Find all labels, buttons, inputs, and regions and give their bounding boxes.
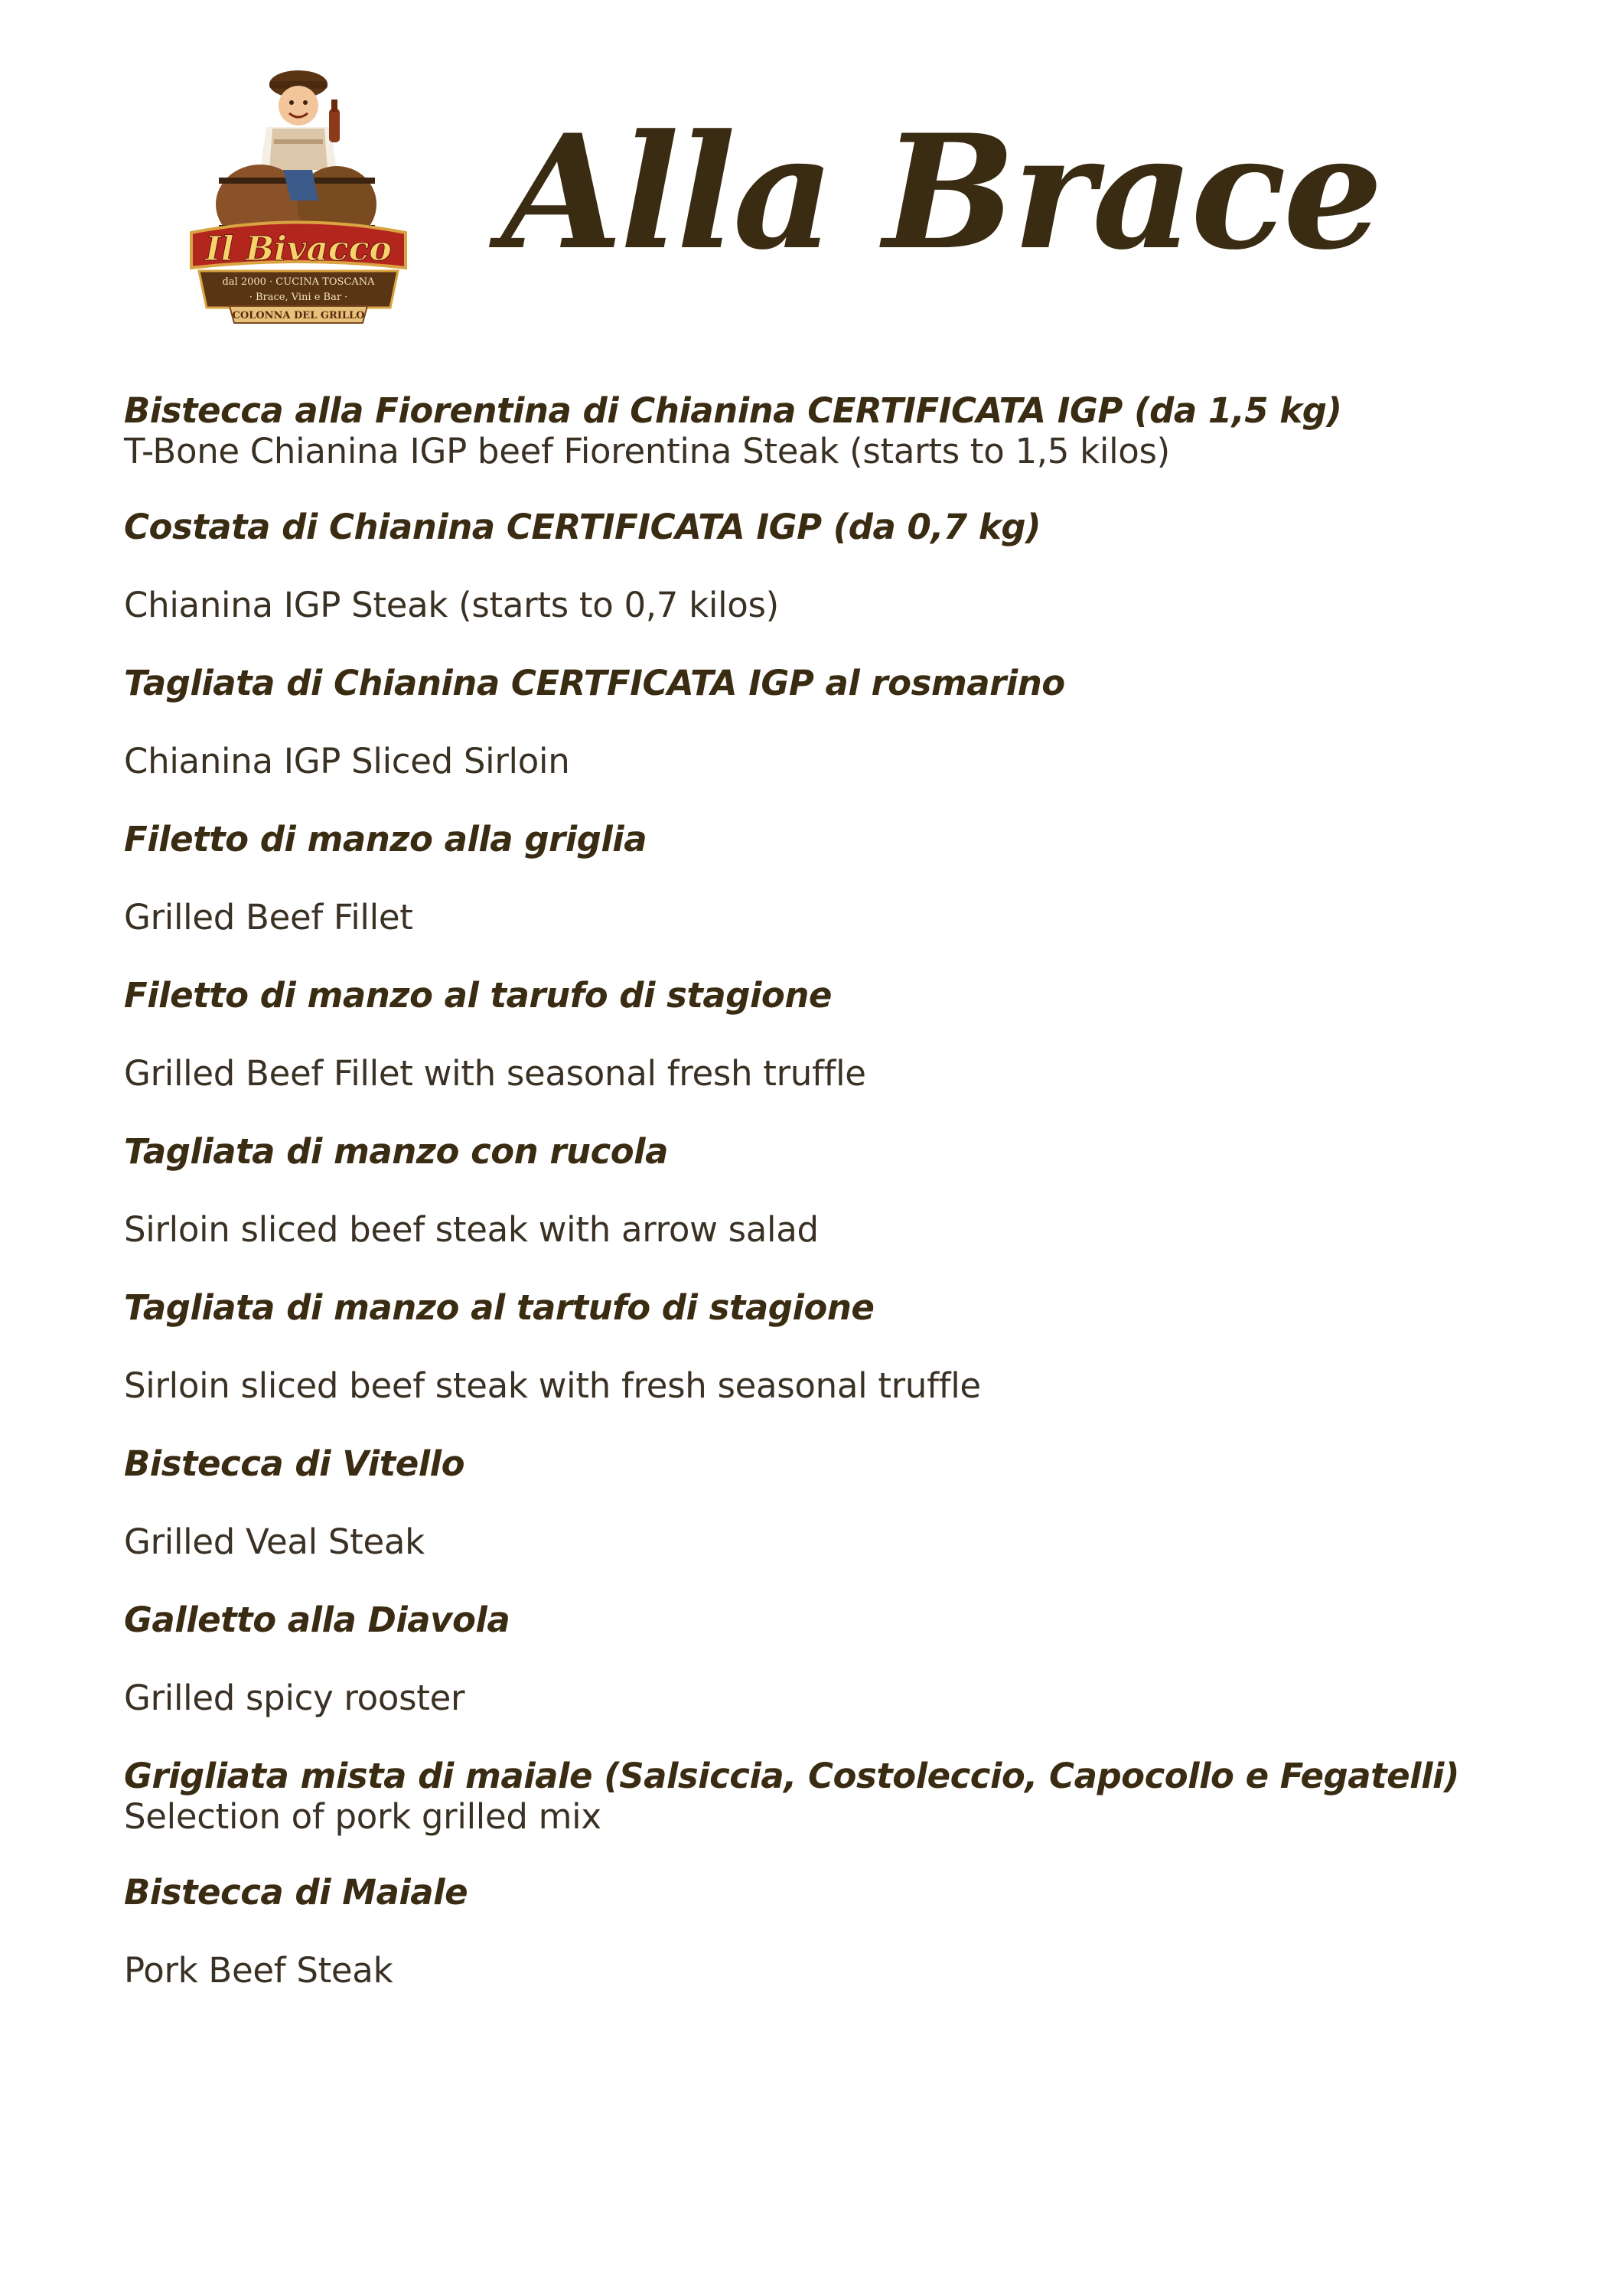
menu-item-description: Sirloin sliced beef steak with arrow salad (124, 1209, 819, 1250)
menu-item-name: Filetto di manzo al tarufo di stagione (124, 975, 832, 1016)
menu-item-name: Costata di Chianina CERTIFICATA IGP (da 0,7 kg) (124, 507, 1041, 547)
menu-item-name: Tagliata di manzo al tartufo di stagione (124, 1287, 875, 1328)
menu-item-name: Tagliata di manzo con rucola (124, 1131, 668, 1172)
menu-item-name: Tagliata di Chianina CERTFICATA IGP al rosmarino (124, 663, 1065, 703)
menu-item-name: Grigliata mista di maiale (Salsiccia, Costoleccio, Capocollo e Fegatelli) (124, 1756, 1459, 1796)
menu-item-description: Grilled Veal Steak (124, 1521, 425, 1562)
menu-item-description: T-Bone Chianina IGP beef Fiorentina Steak (starts to 1,5 kilos) (124, 431, 1170, 471)
menu-item-description: Selection of pork grilled mix (124, 1796, 601, 1837)
menu-item-name: Bistecca di Maiale (124, 1872, 468, 1913)
menu-item-name: Galletto alla Diavola (124, 1600, 510, 1640)
svg-text:· Brace, Vini e Bar ·: · Brace, Vini e Bar · (249, 292, 348, 303)
menu-item-description: Chianina IGP Steak (starts to 0,7 kilos) (124, 585, 779, 625)
menu-item-name: Bistecca di Vitello (124, 1443, 464, 1484)
menu-item-description: Chianina IGP Sliced Sirloin (124, 741, 570, 781)
restaurant-logo-icon (176, 55, 421, 327)
menu-item-name: Bistecca alla Fiorentina di Chianina CERTIFICATA IGP (da 1,5 kg) (124, 390, 1342, 431)
svg-text:dal 2000 · CUCINA TOSCANA: dal 2000 · CUCINA TOSCANA (222, 276, 375, 288)
menu-item-description: Pork Beef Steak (124, 1950, 393, 1991)
menu-item-description: Sirloin sliced beef steak with fresh seasonal truffle (124, 1365, 981, 1406)
menu-item-name: Filetto di manzo alla griglia (124, 819, 647, 859)
menu-item-description: Grilled Beef Fillet with seasonal fresh truffle (124, 1053, 866, 1094)
page-title: Alla Brace (501, 101, 1380, 285)
menu-item-description: Grilled Beef Fillet (124, 897, 413, 938)
menu-item-description: Grilled spicy rooster (124, 1678, 465, 1718)
svg-text:Il Bivacco: Il Bivacco (205, 230, 392, 269)
svg-text:COLONNA DEL GRILLO: COLONNA DEL GRILLO (232, 310, 365, 321)
